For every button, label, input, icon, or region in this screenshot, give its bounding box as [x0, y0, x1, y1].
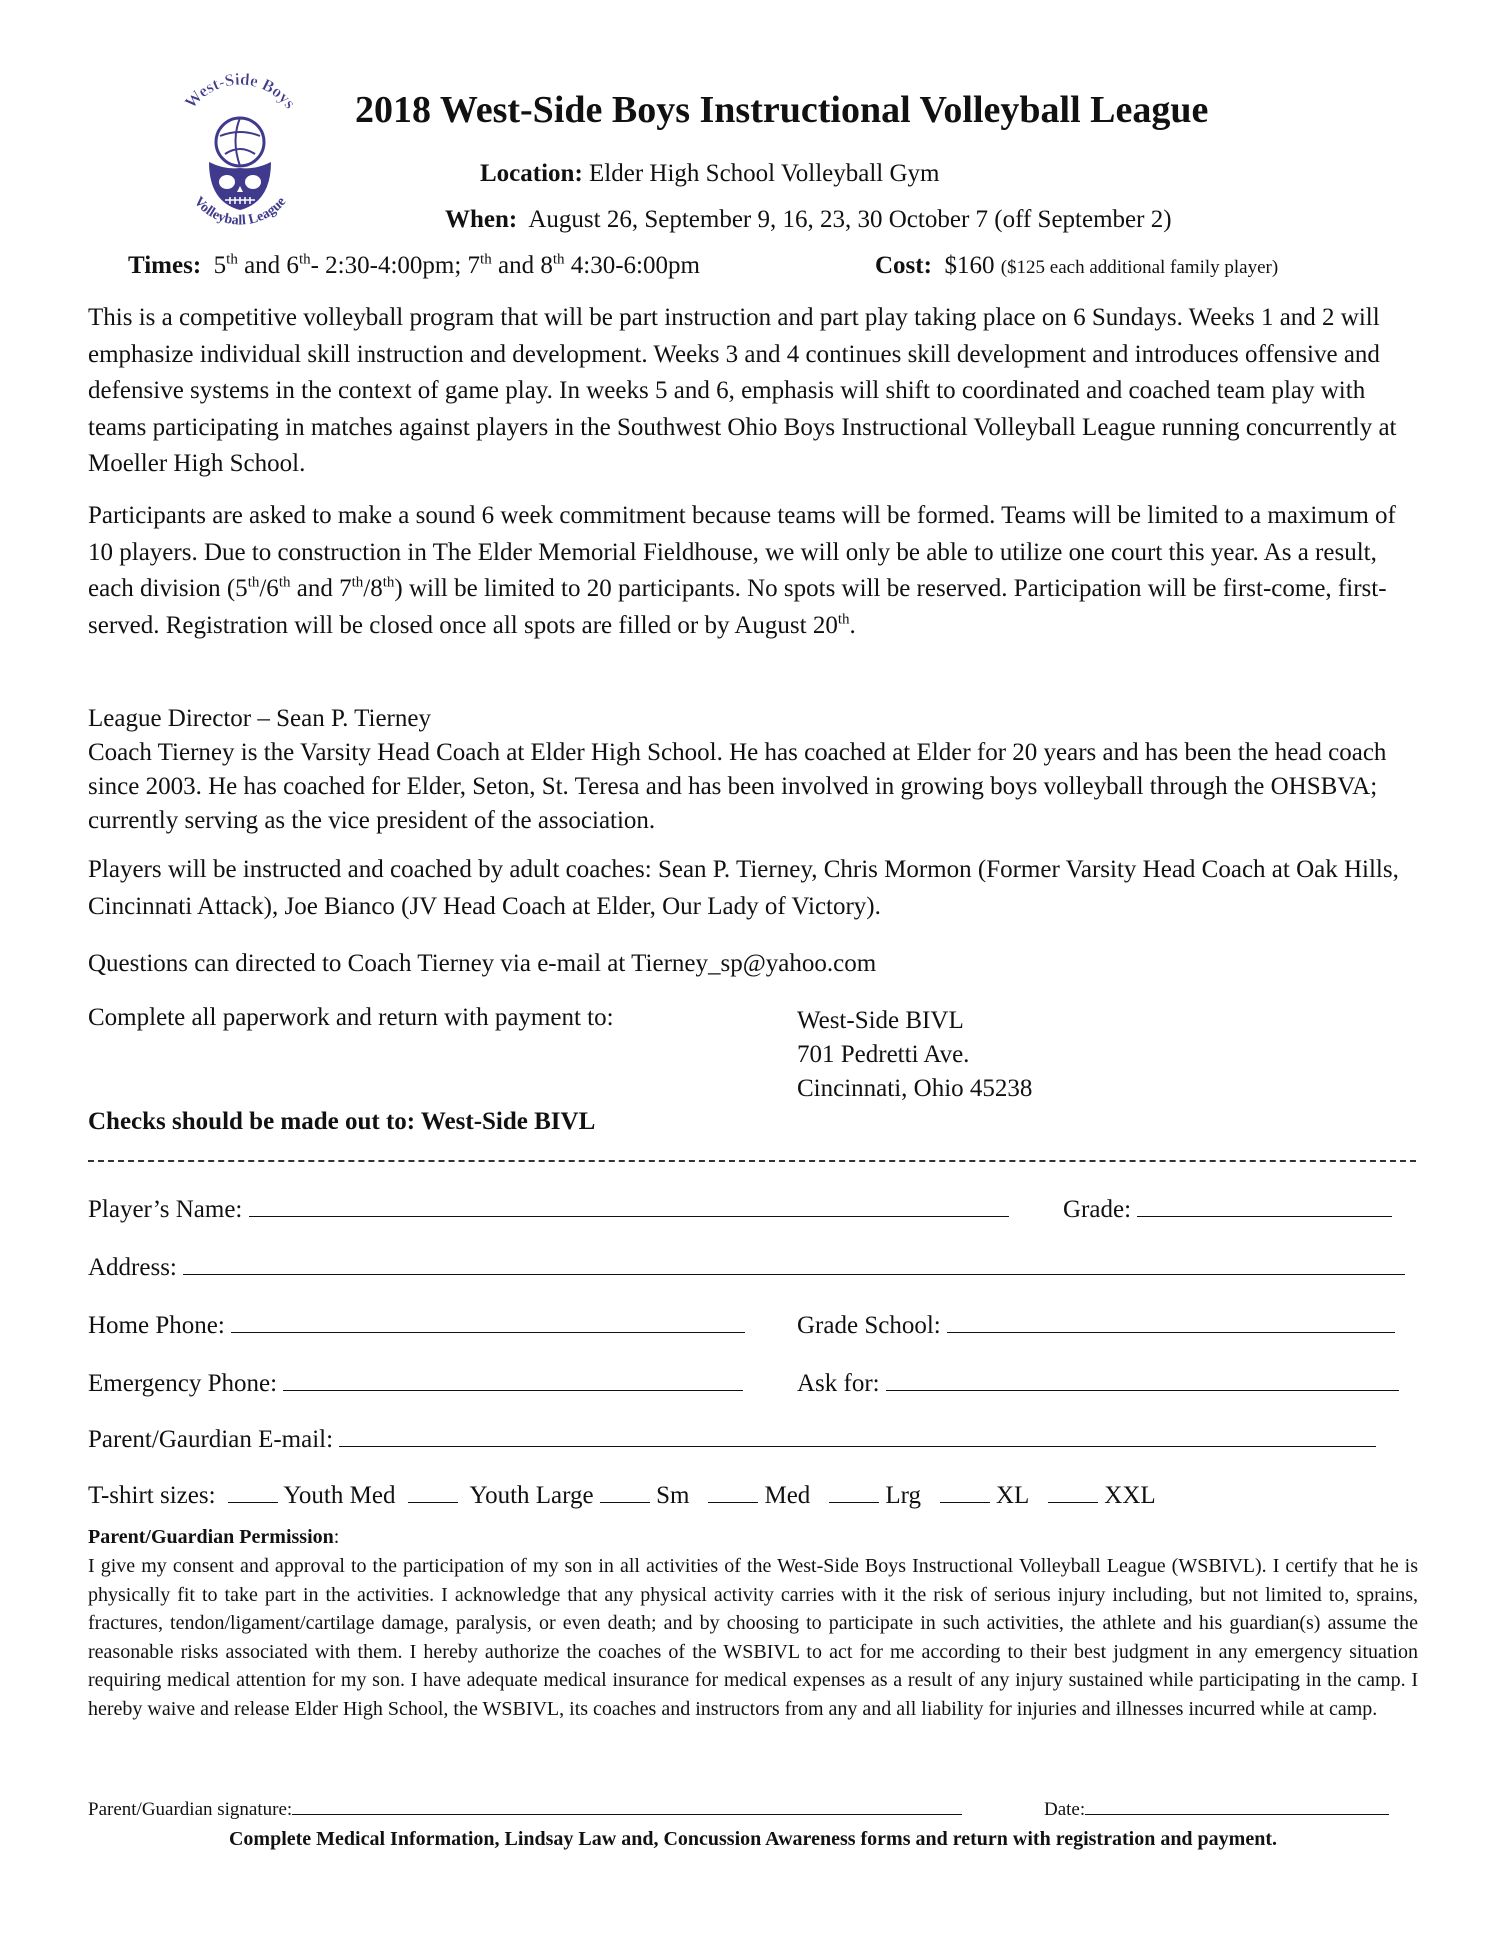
email-blank[interactable] — [339, 1424, 1376, 1447]
times-text: and 8 — [491, 252, 553, 279]
text-run: /8 — [363, 575, 383, 602]
email-field[interactable] — [88, 1424, 1376, 1454]
size-blank-youth-large[interactable] — [408, 1480, 458, 1503]
times-text: 5 — [213, 252, 227, 279]
address-label: Address: — [88, 1254, 177, 1281]
when-value: August 26, September 9, 16, 23, 30 October 7 (off September 2) — [528, 206, 1172, 233]
ask-for-label: Ask for: — [797, 1370, 880, 1397]
superscript: th — [552, 251, 565, 268]
grade-school-field[interactable] — [797, 1310, 1395, 1340]
times-text: - 2:30-4:00pm; 7 — [310, 252, 481, 279]
size-xxl: XXL — [1104, 1482, 1156, 1509]
ask-for-field[interactable] — [797, 1368, 1399, 1398]
size-blank-sm[interactable] — [600, 1480, 650, 1503]
when-label: When: — [445, 206, 518, 233]
logo-text-top: West-Side Boys — [180, 70, 300, 113]
size-blank-xxl[interactable] — [1048, 1480, 1098, 1503]
times-text: 4:30-6:00pm — [564, 252, 700, 279]
text-run: /6 — [259, 575, 279, 602]
address-line: West-Side BIVL — [797, 1007, 964, 1034]
date-blank[interactable] — [1085, 1796, 1389, 1815]
permission-body: I give my consent and approval to the participation of my son in all activities of the West-Side Boys Instructional Volleyball League (WSBIVL). I certify that he is physically fit to take part in the activities. I acknowledge that any physical activity carries with it the risk of serious injury including, but not limited to, sprains, fractures, tendon/ligament/cartilage damage, paralysis, or even death; and by choosing to participate in such activities, the athlete and his guardian(s) assume the reasonable risks associated with them. I hereby authorize the coaches of the WSBIVL to act for me according to their best judgment in any emergency situation requiring medical attention for my son. I have adequate medical insurance for medical expenses as a result of any injury sustained while participating in the camp. I hereby waive and release Elder High School, the WSBIVL, its coaches and instructors from any and all liability for injuries and illnesses incurred while at camp. — [88, 1555, 1418, 1720]
player-name-blank[interactable] — [249, 1194, 1009, 1217]
size-sm: Sm — [656, 1482, 690, 1509]
grade-blank[interactable] — [1137, 1194, 1392, 1217]
superscript: th — [480, 251, 492, 268]
grade-field[interactable] — [1063, 1194, 1392, 1224]
permission-heading — [88, 1526, 339, 1549]
return-address — [797, 1004, 1032, 1106]
director-heading: League Director – Sean P. Tierney — [88, 705, 431, 732]
coaches-text: Players will be instructed and coached by adult coaches: Sean P. Tierney, Chris Mormon (Former Varsity Head Coach at Oak Hills, Cincinnati Attack), Joe Bianco (JV Head Coach at Elder, Our Lady of Victory). — [88, 856, 1399, 920]
commitment-paragraph — [88, 498, 1418, 644]
cost-note: ($125 each additional family player) — [1000, 257, 1279, 278]
grade-school-label: Grade School: — [797, 1312, 941, 1339]
size-blank-lrg[interactable] — [829, 1480, 879, 1503]
location-label: Location: — [480, 160, 583, 187]
ask-for-blank[interactable] — [886, 1368, 1399, 1391]
cost-label: Cost: — [875, 252, 932, 279]
address-field[interactable] — [88, 1252, 1405, 1282]
superscript: th — [837, 611, 850, 628]
text-run: Participants are asked to make a sound 6 week commitment because teams will be formed. Teams will be limited to a maximum of 10 players. Due to construction in The Elder Memorial Fieldhouse, we will only be able to utilize one court this year. As a result, each division (5 — [88, 502, 1396, 602]
email-label: Parent/Gaurdian E-mail: — [88, 1426, 334, 1453]
date-label: Date: — [1044, 1799, 1086, 1820]
times-label: Times: — [128, 252, 202, 279]
size-lrg: Lrg — [885, 1482, 921, 1509]
address-blank[interactable] — [183, 1252, 1405, 1275]
signature-blank[interactable] — [292, 1796, 962, 1815]
permission-heading-colon: : — [333, 1526, 340, 1548]
home-phone-blank[interactable] — [231, 1310, 745, 1333]
questions-line — [88, 946, 1418, 983]
size-med: Med — [764, 1482, 811, 1509]
size-youth-med: Youth Med — [283, 1482, 396, 1509]
grade-label: Grade: — [1063, 1196, 1132, 1223]
player-name-field[interactable] — [88, 1194, 1009, 1224]
text-run: ) will be limited to 20 participants. No spots will be reserved. Participation will be first-come, first-served. Registration will be closed once all spots are filled or by August 20 — [88, 575, 1387, 639]
commitment-text — [88, 498, 1418, 644]
description-paragraph — [88, 300, 1418, 483]
address-line: 701 Pedretti Ave. — [797, 1041, 970, 1068]
superscript: th — [226, 251, 238, 268]
superscript: th — [278, 574, 291, 591]
home-phone-field[interactable] — [88, 1310, 745, 1340]
return-label: Complete all paperwork and return with payment to: — [88, 1004, 614, 1031]
size-blank-youth-med[interactable] — [228, 1480, 278, 1503]
tshirt-label: T-shirt sizes: — [88, 1482, 216, 1509]
times-text: and 6 — [237, 252, 299, 279]
director-bio: Coach Tierney is the Varsity Head Coach at Elder High School. He has coached at Elder for 20 years and has been the head coach since 2003. He has coached for Elder, Seton, St. Teresa and has been involved in growing boys volleyball through the OHSBVA; currently serving as the vice president of the association. — [88, 739, 1387, 834]
signature-label: Parent/Guardian signature: — [88, 1799, 293, 1820]
cut-line — [88, 1160, 1416, 1162]
superscript: th — [351, 574, 364, 591]
league-logo — [165, 70, 315, 240]
location-line — [480, 160, 939, 188]
director-section — [88, 702, 1418, 838]
size-blank-med[interactable] — [708, 1480, 758, 1503]
superscript: th — [247, 574, 260, 591]
emergency-phone-field[interactable] — [88, 1368, 743, 1398]
size-youth-large: Youth Large — [469, 1482, 594, 1509]
text-run: and 7 — [290, 575, 352, 602]
questions-text: Questions can directed to Coach Tierney via e-mail at Tierney_sp@yahoo.com — [88, 950, 877, 977]
page-title: 2018 West-Side Boys Instructional Volleyball League — [355, 89, 1209, 131]
address-line: Cincinnati, Ohio 45238 — [797, 1075, 1033, 1102]
superscript: th — [382, 574, 395, 591]
tshirt-sizes-row — [88, 1480, 1156, 1510]
footer-note: Complete Medical Information, Lindsay Law and, Concussion Awareness forms and return with registration and payment. — [228, 1828, 1278, 1850]
grade-school-blank[interactable] — [947, 1310, 1395, 1333]
description-text: This is a competitive volleyball program that will be part instruction and part play taking place on 6 Sundays. Weeks 1 and 2 will emphasize individual skill instruction and development. Weeks 3 and 4 continues skill development and introduces offensive and defensive systems in the context of game play. In weeks 5 and 6, emphasis will shift to coordinated and coached team play with teams participating in matches against players in the Southwest Ohio Boys Instructional Volleyball League running concurrently at Moeller High School. — [88, 304, 1397, 477]
emergency-phone-label: Emergency Phone: — [88, 1370, 278, 1397]
cost-value: $160 — [944, 252, 995, 279]
size-xl: XL — [995, 1482, 1030, 1509]
svg-text:West-Side Boys — [181, 70, 300, 112]
superscript: th — [298, 251, 311, 268]
text-run: . — [849, 611, 856, 639]
permission-heading-text: Parent/Guardian Permission — [88, 1526, 334, 1548]
player-name-label: Player’s Name: — [88, 1196, 243, 1223]
checks-note: Checks should be made out to: West-Side BIVL — [88, 1108, 596, 1135]
coaches-paragraph — [88, 852, 1418, 925]
date-field[interactable] — [1044, 1796, 1389, 1821]
emergency-phone-blank[interactable] — [283, 1368, 743, 1391]
logo-text-bottom: Volleyball League — [190, 194, 290, 229]
home-phone-label: Home Phone: — [88, 1312, 225, 1339]
permission-text — [88, 1552, 1418, 1723]
when-line — [445, 206, 1172, 234]
size-blank-xl[interactable] — [940, 1480, 990, 1503]
times-line — [128, 252, 700, 280]
location-value: Elder High School Volleyball Gym — [589, 160, 940, 187]
signature-field[interactable] — [88, 1796, 962, 1821]
cost-line — [875, 252, 1278, 280]
